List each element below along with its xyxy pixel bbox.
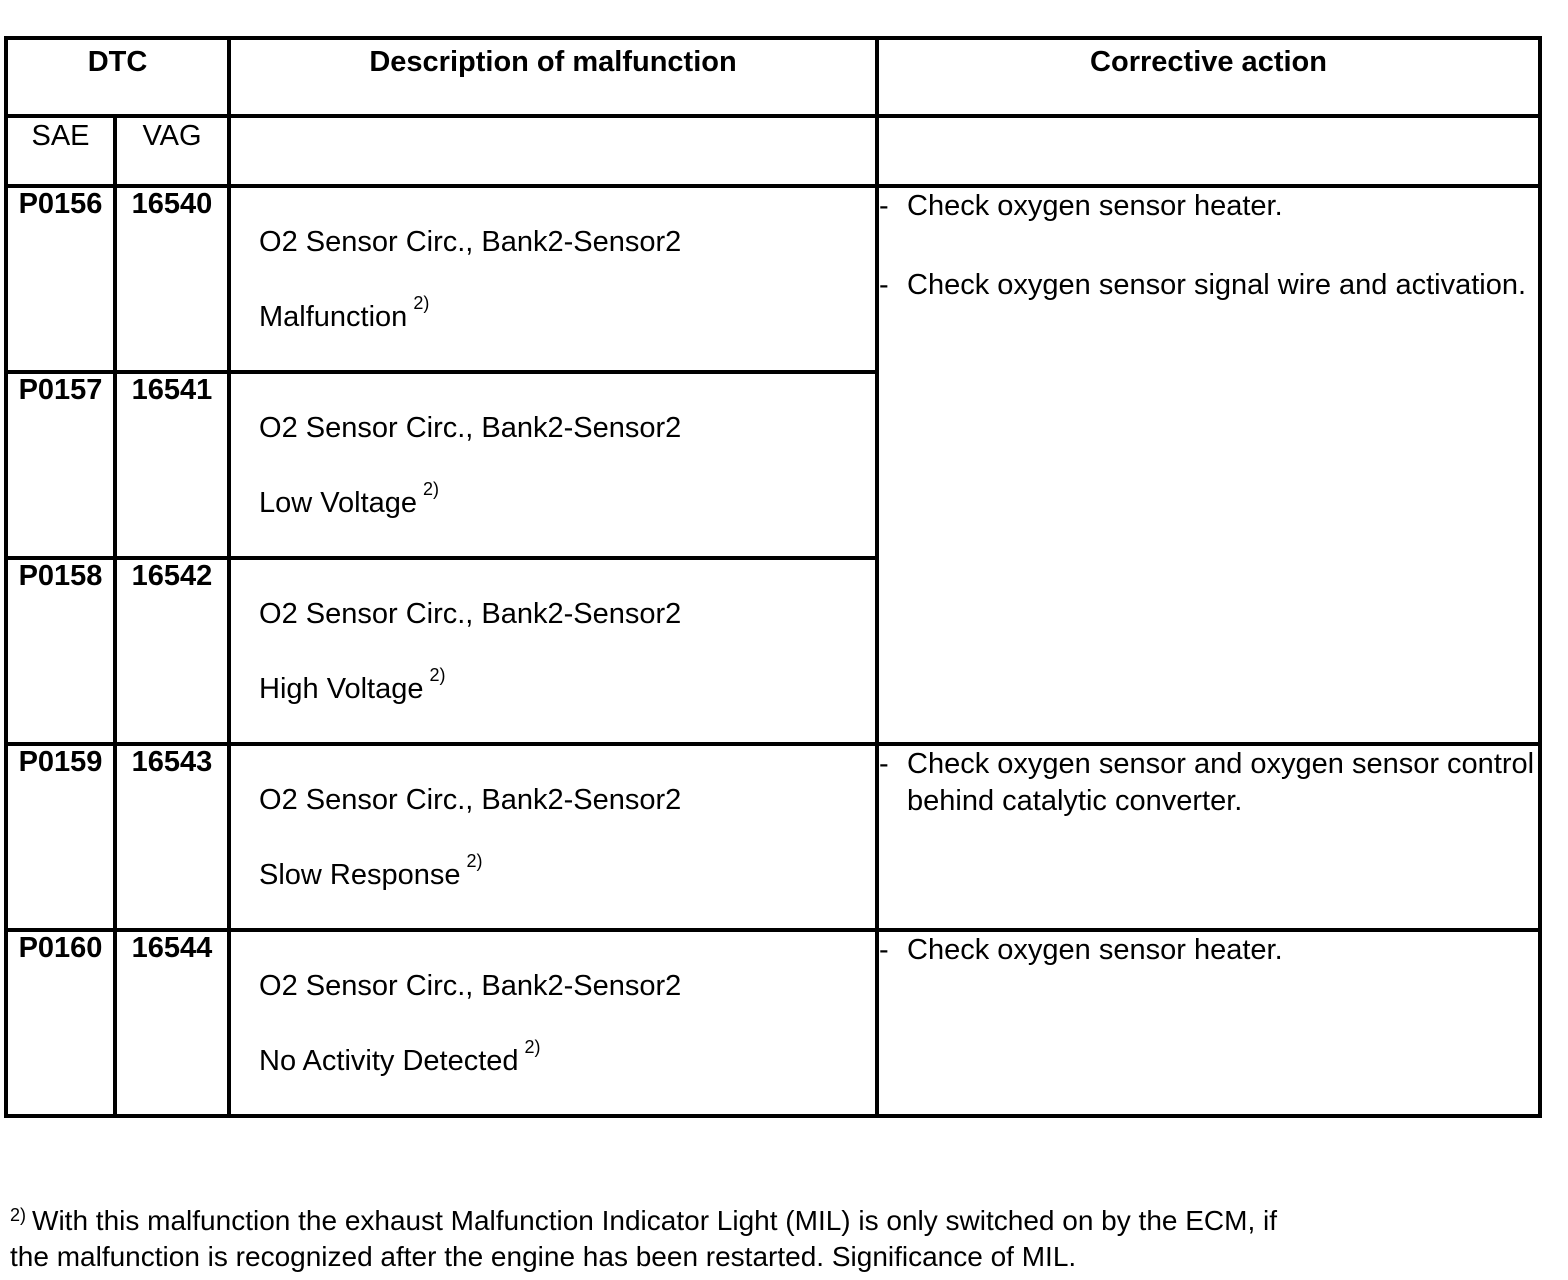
header-sae: SAE <box>6 116 115 186</box>
header-dtc: DTC <box>6 38 229 116</box>
corrective-action-cell <box>877 186 1540 744</box>
header-description: Description of malfunction <box>229 38 877 116</box>
description-line1: O2 Sensor Circ., Bank2-Sensor2 <box>259 598 682 630</box>
sae-code: P0156 <box>6 186 115 372</box>
header-vag: VAG <box>115 116 229 186</box>
footnote-ref: 2) <box>429 665 446 685</box>
description-line1: O2 Sensor Circ., Bank2-Sensor2 <box>259 412 682 444</box>
sae-code: P0159 <box>6 744 115 930</box>
footnote-ref: 2) <box>423 479 440 499</box>
footnote <box>10 1203 1310 1275</box>
action-item: - Check oxygen sensor signal wire and activation. <box>879 269 1527 301</box>
vag-code: 16542 <box>115 558 229 744</box>
subheader-row <box>6 116 1540 186</box>
description-line2: Low Voltage $^{2)}$ <box>259 479 440 519</box>
vag-code: 16541 <box>115 372 229 558</box>
vag-code: 16540 <box>115 186 229 372</box>
description-cell <box>229 744 877 930</box>
description-line1: O2 Sensor Circ., Bank2-Sensor2 <box>259 970 682 1002</box>
corrective-action-cell <box>877 930 1540 1116</box>
action-item: - Check oxygen sensor heater. <box>879 190 1283 222</box>
action-item: - Check oxygen sensor heater. <box>879 934 1283 966</box>
sae-code: P0158 <box>6 558 115 744</box>
table-row <box>6 930 1540 1116</box>
description-line2: High Voltage $^{2)}$ <box>259 665 446 705</box>
subheader-empty-action <box>877 116 1540 186</box>
corrective-action-cell <box>877 744 1540 930</box>
footnote-ref: 2) <box>466 851 483 871</box>
table-row <box>6 186 1540 372</box>
description-cell <box>229 186 877 372</box>
description-cell <box>229 558 877 744</box>
vag-code: 16544 <box>115 930 229 1116</box>
subheader-empty-desc <box>229 116 877 186</box>
description-line2: Slow Response $^{2)}$ <box>259 851 483 891</box>
description-cell <box>229 930 877 1116</box>
action-item: - Check oxygen sensor and oxygen sensor control behind catalytic converter. <box>879 748 1535 817</box>
footnote-text: With this malfunction the exhaust Malfunction Indicator Light (MIL) is only switched on by the ECM, if the malfunction is recognized after the engine has been restarted. Significance of MIL. <box>10 1205 1278 1272</box>
footnote-ref: 2) <box>413 293 430 313</box>
description-line1: O2 Sensor Circ., Bank2-Sensor2 <box>259 226 682 258</box>
description-line1: O2 Sensor Circ., Bank2-Sensor2 <box>259 784 682 816</box>
table-row <box>6 744 1540 930</box>
footnote-ref: 2) <box>524 1037 541 1057</box>
header-corrective: Corrective action <box>877 38 1540 116</box>
description-cell <box>229 372 877 558</box>
description-line2: Malfunction $^{2)}$ <box>259 293 430 333</box>
sae-code: P0157 <box>6 372 115 558</box>
dtc-table <box>4 36 1542 1118</box>
sae-code: P0160 <box>6 930 115 1116</box>
header-row <box>6 38 1540 116</box>
footnote-mark: 2) <box>10 1205 27 1225</box>
vag-code: 16543 <box>115 744 229 930</box>
description-line2: No Activity Detected $^{2)}$ <box>259 1037 541 1077</box>
